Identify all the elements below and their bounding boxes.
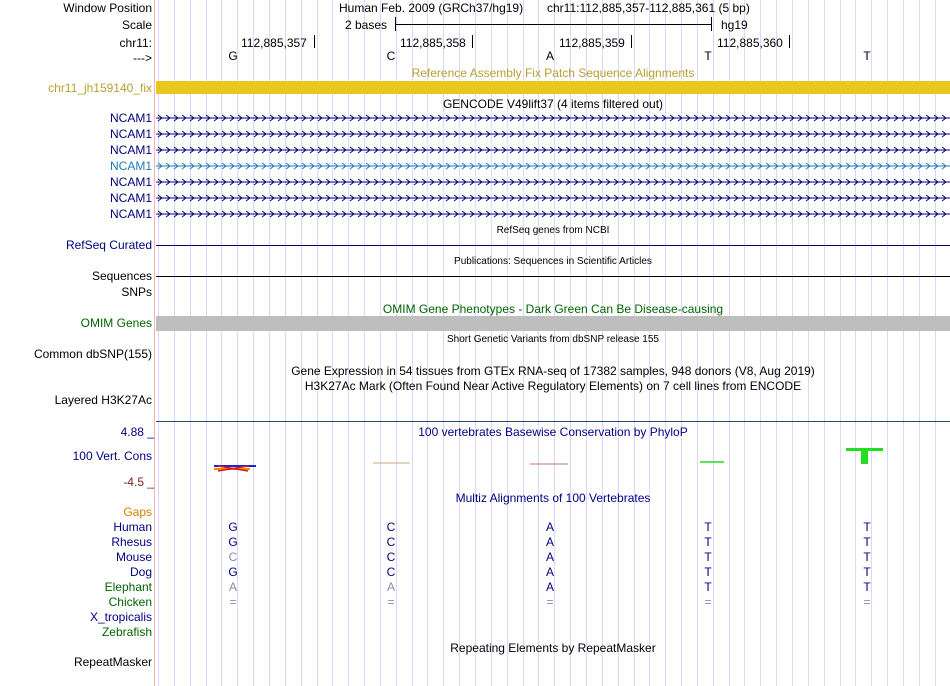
ref-base-3: A [545,49,554,63]
snps-label[interactable]: SNPs [121,285,152,299]
position-text: chr11:112,885,357-112,885,361 (5 bp) [547,1,750,15]
gencode-item-label[interactable]: NCAM1 [109,111,152,125]
dbsnp-title: Short Genetic Variants from dbSNP release 155 [447,334,659,345]
gencode-title: GENCODE V49lift37 (4 items filtered out) [442,97,664,111]
alignment-base: = [704,595,712,609]
alignment-base: A [545,580,554,594]
ref-base-2: C [386,49,396,63]
alignment-base: C [386,565,396,579]
alignment-base: A [386,580,395,594]
fix-patch-title: Reference Assembly Fix Patch Sequence Alignments [411,66,695,80]
alignment-base: G [228,520,238,534]
gencode-item-label[interactable]: NCAM1 [109,143,152,157]
gencode-item-label[interactable]: NCAM1 [109,191,152,205]
alignment-base: T [863,565,871,579]
omim-label[interactable]: OMIM Genes [80,316,152,330]
alignment-base: T [863,580,871,594]
assembly-text: Human Feb. 2009 (GRCh37/hg19) [339,1,524,15]
scale-db: hg19 [721,18,748,32]
alignment-base: T [863,535,871,549]
alignment-base: A [545,565,554,579]
alignment-base: T [863,520,871,534]
alignment-base: G [228,565,238,579]
alignment-base: T [863,550,871,564]
alignment-base: = [229,595,237,609]
alignment-base: C [386,550,396,564]
coord-4: 112,885,360 [717,36,783,50]
gencode-item-label[interactable]: NCAM1 [109,207,152,221]
scale-text: 2 bases [345,18,388,32]
alignment-base: A [545,550,554,564]
alignment-base: T [704,565,712,579]
gencode-item-label[interactable]: NCAM1 [109,159,152,173]
phylop-max-label: 4.88 _ [120,425,154,439]
repeatmasker-title: Repeating Elements by RepeatMasker [450,641,656,655]
alignment-base: = [863,595,871,609]
alignment-base: T [704,535,712,549]
alignment-base: = [387,595,395,609]
chrom-label: chr11: [119,36,152,50]
omim-title: OMIM Gene Phenotypes - Dark Green Can Be Disease-causing [382,302,724,316]
ref-base-5: T [863,49,871,63]
publications-title: Publications: Sequences in Scientific Articles [454,256,652,267]
strand-label: ---> [133,51,152,65]
publications-label[interactable]: Sequences [91,269,152,283]
alignment-base: C [386,535,396,549]
species-label[interactable]: Human [113,520,152,534]
refseq-title: RefSeq genes from NCBI [496,225,610,236]
phylop-min-label: -4.5 _ [123,475,154,489]
repeatmasker-label[interactable]: RepeatMasker [73,655,152,669]
species-label[interactable]: Zebrafish [101,625,152,639]
species-label[interactable]: Dog [129,565,152,579]
refseq-label[interactable]: RefSeq Curated [65,238,152,252]
species-label[interactable]: Elephant [104,580,152,594]
alignment-base: A [545,520,554,534]
alignment-base: T [704,520,712,534]
h3k27ac-label[interactable]: Layered H3K27Ac [54,393,152,407]
species-label[interactable]: Rhesus [111,535,152,549]
alignment-base: = [546,595,554,609]
alignment-base: A [545,535,554,549]
multiz-title: Multiz Alignments of 100 Vertebrates [455,491,651,505]
coord-1: 112,885,357 [241,36,307,50]
gencode-item-label[interactable]: NCAM1 [109,175,152,189]
alignment-base: T [704,580,712,594]
phylop-label[interactable]: 100 Vert. Cons [72,449,152,463]
phylop-mark-5 [846,448,883,464]
fix-patch-label[interactable]: chr11_jh159140_fix [48,81,152,95]
gtex-title: Gene Expression in 54 tissues from GTEx RNA-seq of 17382 samples, 948 donors (V8, Aug 2019) [291,364,815,378]
phylop-title: 100 vertebrates Basewise Conservation by PhyloP [418,425,688,439]
species-label[interactable]: Mouse [115,550,152,564]
dbsnp-label[interactable]: Common dbSNP(155) [33,347,152,361]
species-label[interactable]: X_tropicalis [89,610,152,624]
scale-label: Scale [121,18,152,32]
alignment-base: C [228,550,238,564]
ref-base-1: G [228,49,238,63]
ref-base-4: T [704,49,712,63]
window-position-label: Window Position [63,1,152,15]
alignment-base: G [228,535,238,549]
species-label[interactable]: Chicken [108,595,152,609]
coord-2: 112,885,358 [400,36,466,50]
alignment-base: A [228,580,237,594]
alignment-base: T [704,550,712,564]
alignment-base: C [386,520,396,534]
coord-3: 112,885,359 [559,36,625,50]
phylop-mark-1 [214,466,256,471]
gaps-label: Gaps [123,505,152,519]
h3k27ac-title: H3K27Ac Mark (Often Found Near Active Regulatory Elements) on 7 cell lines from ENCODE [304,379,802,393]
gencode-item-label[interactable]: NCAM1 [109,127,152,141]
